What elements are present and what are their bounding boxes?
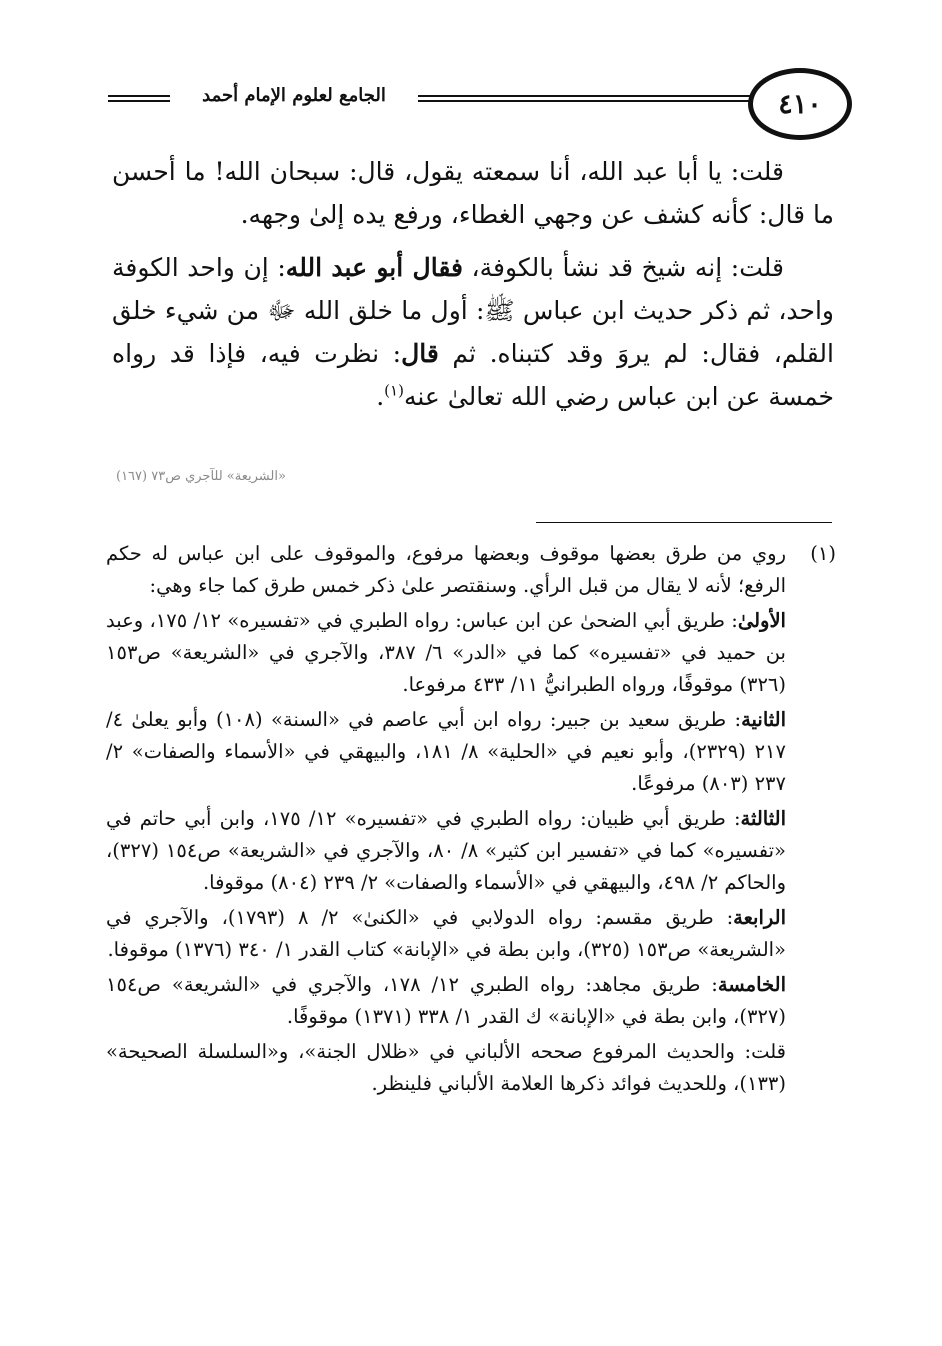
footnotes bbox=[106, 538, 836, 1103]
page-number-badge bbox=[748, 68, 852, 140]
page-number: ٤١٠ bbox=[778, 88, 822, 120]
footnote-intro: (١) روي من طرق بعضها موقوف وبعضها مرفوع، والموقوف على ابن عباس له حكم الرفع؛ لأنه لا يقال من قبل الرأي. وسنقتصر علىٰ ذكر خمس طرق كما جاء وهي: bbox=[106, 538, 836, 602]
footnote-item: الأولىٰ: طريق أبي الضحىٰ عن ابن عباس: رواه الطبري في «تفسيره» ١٢/ ١٧٥، وعبد بن حميد في «تفسيره» كما في «الدر» ٦/ ٣٨٧، والآجري في «الشريعة» ص١٥٣ (٣٢٦) موقوفًا، ورواه الطبرانيُّ ١١/ ٤٣٣ مرفوعا. bbox=[106, 609, 786, 696]
paragraph-1: قلت: يا أبا عبد الله، أنا سمعته يقول، قال: سبحان الله! ما أحسن ما قال: كأنه كشف عن وجهي الغطاء، ورفع يده إلىٰ وجهه. bbox=[112, 157, 834, 229]
bold-phrase: قال bbox=[401, 339, 439, 368]
footnote-reference[interactable]: (١) bbox=[384, 381, 404, 400]
footnote-item: الثالثة: طريق أبي ظبيان: رواه الطبري في «تفسيره» ١٢/ ١٧٥، وابن أبي حاتم في «تفسيره» كما في «تفسير ابن كثير» ٨/ ٨٠، والآجري في «الشريعة» ص١٥٤ (٣٢٧)، والحاكم ٢/ ٤٩٨، والبيهقي في «الأسماء والصفات» ٢/ ٢٣٩ (٨٠٤) موقوفا. bbox=[106, 807, 786, 894]
footnote-marker: (١) bbox=[810, 542, 836, 565]
footnote-item-label: الثانية bbox=[741, 708, 787, 731]
footnote-item: الرابعة: طريق مقسم: رواه الدولابي في «الكنىٰ» ٢/ ٨ (١٧٩٣)، والآجري في «الشريعة» ص١٥٣ (٣٢٥)، وابن بطة في «الإبانة» كتاب القدر ١/ ٣٤٠ (١٣٧٦) موقوفا. bbox=[106, 906, 786, 961]
footnote-item-label: الأولىٰ bbox=[737, 609, 786, 632]
footnote-item-label: الخامسة bbox=[717, 973, 786, 996]
footnote-item: الثانية: طريق سعيد بن جبير: رواه ابن أبي عاصم في «السنة» (١٠٨) وأبو يعلىٰ ٤/ ٢١٧ (٢٣٢٩)، وأبو نعيم في «الحلية» ٨/ ١٨١، والبيهقي في «الأسماء والصفات» ٢/ ٢٣٧ (٨٠٣) مرفوعًا. bbox=[106, 708, 787, 795]
footnote-item-label: الرابعة bbox=[733, 906, 786, 929]
source-note: «الشريعة» للآجري ص٧٣ (١٦٧) bbox=[116, 469, 286, 484]
running-title: الجامع لعلوم الإمام أحمد bbox=[170, 85, 418, 106]
paragraph-2: قلت: إنه شيخ قد نشأ بالكوفة، فقال أبو عبد الله: إن واحد الكوفة واحد، ثم ذكر حديث ابن عباس ﷺ: أول ما خلق الله ﷻ من شيء خلق القلم، فقال: لم يروَ وقد كتبناه. ثم قال: نظرت فيه، فإذا قد رواه خمسة عن ابن عباس رضي الله تعالىٰ عنه$^{(١)}$. bbox=[112, 253, 835, 411]
footnote-item: الخامسة: طريق مجاهد: رواه الطبري ١٢/ ١٧٨، والآجري في «الشريعة» ص١٥٤ (٣٢٧)، وابن بطة في «الإبانة» ك القدر ١/ ٣٣٨ (١٣٧١) موقوفًا. bbox=[106, 973, 786, 1028]
bold-phrase: فقال أبو عبد الله bbox=[285, 253, 463, 282]
footnote-separator bbox=[536, 522, 832, 523]
page-header bbox=[108, 62, 830, 142]
main-text bbox=[112, 150, 834, 428]
footnote-item-label: الثالثة bbox=[740, 807, 786, 830]
footnote-closing: قلت: والحديث المرفوع صححه الألباني في «ظلال الجنة»، و«السلسلة الصحيحة» (١٣٣)، وللحديث فوائد ذكرها العلامة الألباني فلينظر. bbox=[106, 1040, 786, 1095]
